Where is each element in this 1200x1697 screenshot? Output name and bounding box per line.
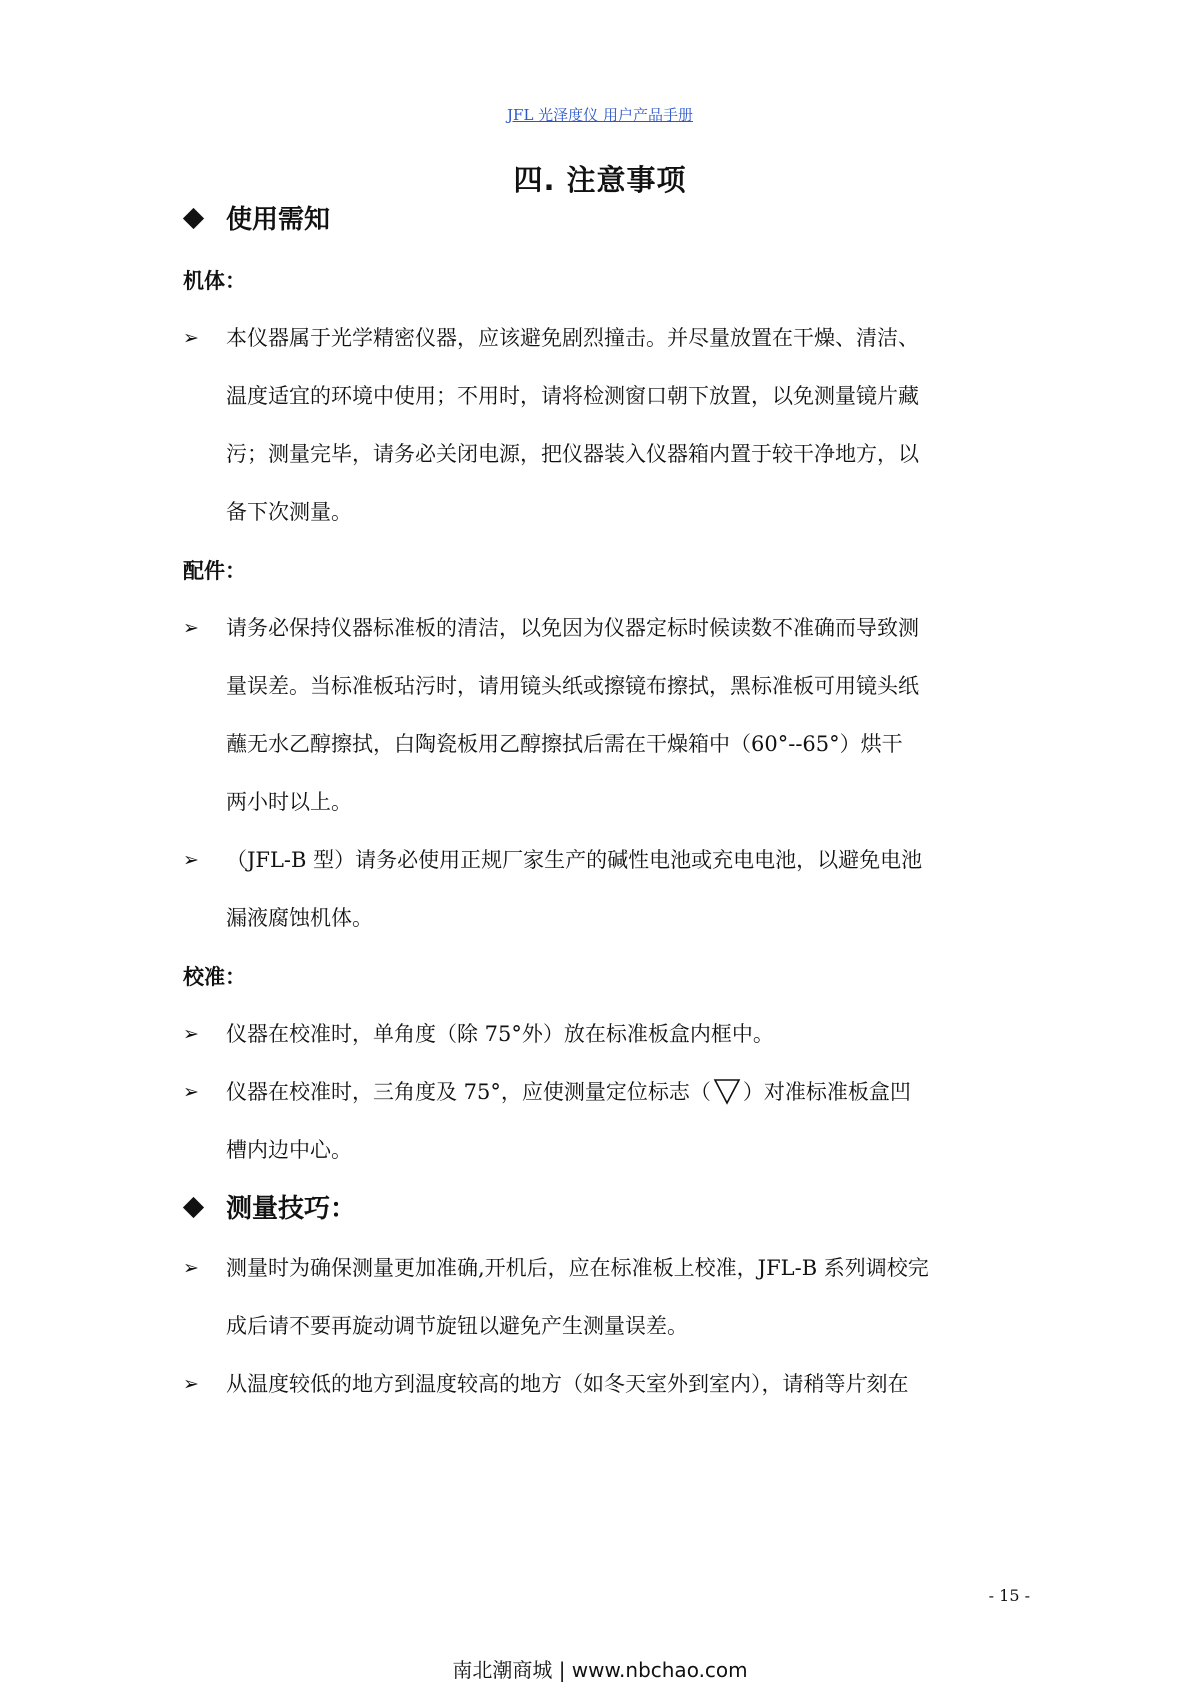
section-title-usage: 使用需知 — [226, 205, 331, 235]
arrow-bullet-icon: ➢ — [183, 1373, 199, 1395]
tips-text-line: 从温度较低的地方到温度较高的地方（如冬天室外到室内），请稍等片刻在 — [226, 1372, 909, 1396]
tips-text-line: 成后请不要再旋动调节旋钮以避免产生测量误差。 — [226, 1314, 688, 1338]
arrow-bullet-icon: ➢ — [183, 1023, 199, 1045]
positioning-mark-triangle-icon — [713, 1077, 741, 1105]
arrow-bullet-icon: ➢ — [183, 849, 199, 871]
accessories-text-line: 漏液腐蚀机体。 — [226, 906, 373, 930]
diamond-bullet-icon — [183, 208, 204, 229]
accessories-text-line: （JFL-B 型）请务必使用正规厂家生产的碱性电池或充电电池，以避免电池 — [226, 848, 923, 872]
arrow-bullet-icon: ➢ — [183, 327, 199, 349]
accessories-text-line: 量误差。当标准板玷污时，请用镜头纸或擦镜布擦拭，黑标准板可用镜头纸 — [226, 674, 919, 698]
chapter-title: 四. 注意事项 — [513, 163, 687, 197]
section-heading-usage — [183, 203, 330, 237]
section-title-tips: 测量技巧： — [226, 1194, 357, 1224]
manual-header-link[interactable]: JFL 光泽度仪 用户产品手册 — [507, 106, 693, 124]
body-text-line: 污；测量完毕，请务必关闭电源，把仪器装入仪器箱内置于较干净地方，以 — [226, 442, 919, 466]
body-text-line: 备下次测量。 — [226, 500, 352, 524]
sub-heading-body: 机体： — [183, 269, 246, 293]
diamond-bullet-icon — [183, 1197, 204, 1218]
section-heading-tips — [183, 1192, 356, 1226]
accessories-text-line: 请务必保持仪器标准板的清洁，以免因为仪器定标时候读数不准确而导致测 — [226, 616, 919, 640]
accessories-text-line: 蘸无水乙醇擦拭，白陶瓷板用乙醇擦拭后需在干燥箱中（60°--65°）烘干 — [226, 732, 903, 756]
sub-heading-calibration: 校准： — [183, 965, 246, 989]
calibration-text-part: 仪器在校准时，三角度及 75°，应使测量定位标志（ — [226, 1080, 711, 1104]
body-text-line: 温度适宜的环境中使用；不用时，请将检测窗口朝下放置，以免测量镜片藏 — [226, 384, 919, 408]
sub-heading-accessories: 配件： — [183, 559, 246, 583]
arrow-bullet-icon: ➢ — [183, 1081, 199, 1103]
arrow-bullet-icon: ➢ — [183, 1257, 199, 1279]
arrow-bullet-icon: ➢ — [183, 617, 199, 639]
calibration-text-line: 槽内边中心。 — [226, 1138, 352, 1162]
tips-text-line: 测量时为确保测量更加准确,开机后，应在标准板上校准，JFL-B 系列调校完 — [226, 1256, 929, 1280]
page-number: - 15 - — [988, 1586, 1030, 1605]
site-footer-text: 南北潮商城 | www.nbchao.com — [452, 1658, 748, 1682]
body-text-line: 本仪器属于光学精密仪器，应该避免剧烈撞击。并尽量放置在干燥、清洁、 — [226, 326, 919, 350]
calibration-text-part: ）对准标准板盒凹 — [742, 1080, 911, 1104]
accessories-text-line: 两小时以上。 — [226, 790, 352, 814]
calibration-text-line: 仪器在校准时，单角度（除 75°外）放在标准板盒内框中。 — [226, 1022, 774, 1046]
calibration-text-line — [226, 1077, 1026, 1107]
